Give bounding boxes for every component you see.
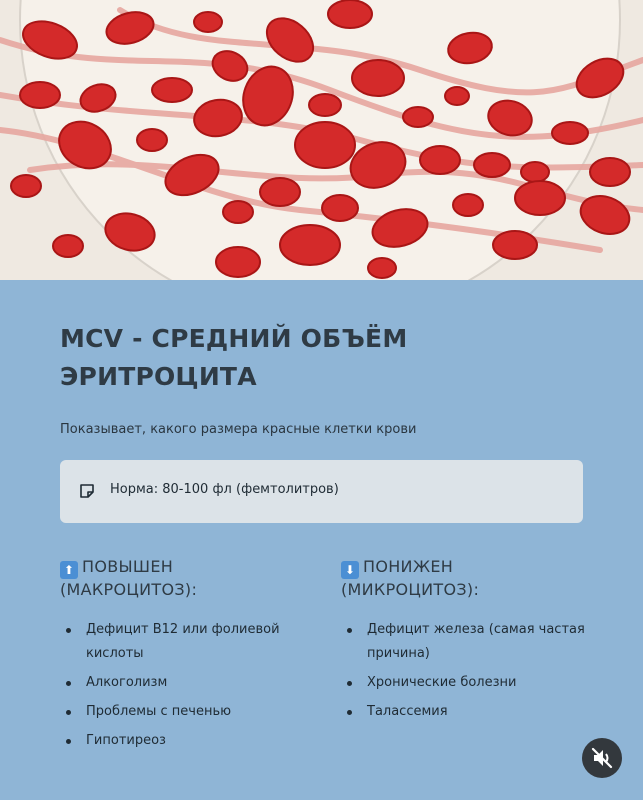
title-line-1: MCV - СРЕДНИЙ ОБЪЁМ — [60, 324, 408, 353]
decreased-section — [341, 556, 591, 719]
arrow-up-icon: ⬆ — [60, 561, 78, 579]
list-item: Хронические болезни — [341, 671, 591, 695]
arrow-down-icon: ⬇ — [341, 561, 359, 579]
list-item: Проблемы с печенью — [60, 700, 310, 724]
increased-heading-line-2: (МАКРОЦИТОЗ): — [60, 580, 198, 599]
list-item: Алкоголизм — [60, 671, 310, 695]
hero-illustration — [0, 0, 643, 280]
list-item: Дефицит железа (самая частая причина) — [341, 618, 591, 666]
info-card — [0, 280, 643, 800]
blood-cells-illustration — [0, 0, 643, 280]
decreased-list — [341, 618, 591, 729]
increased-heading-line-1: ПОВЫШЕН — [82, 557, 174, 576]
muted-speaker-icon — [582, 738, 622, 778]
subtitle: Показывает, какого размера красные клетки крови — [60, 422, 417, 437]
title-line-2: ЭРИТРОЦИТА — [60, 362, 257, 391]
page-title — [60, 320, 580, 396]
list-item: Дефицит B12 или фолиевой кислоты — [60, 618, 310, 666]
list-item: Гипотиреоз — [60, 729, 310, 753]
norm-box — [60, 460, 583, 523]
increased-section — [60, 556, 310, 748]
mute-button[interactable] — [582, 738, 622, 778]
decreased-heading-line-1: ПОНИЖЕН — [363, 557, 454, 576]
increased-list — [60, 618, 310, 758]
list-item: Талассемия — [341, 700, 591, 724]
note-icon — [79, 483, 95, 499]
increased-heading — [60, 556, 310, 601]
norm-text: Норма: 80-100 фл (фемтолитров) — [110, 482, 339, 497]
decreased-heading — [341, 556, 591, 601]
decreased-heading-line-2: (МИКРОЦИТОЗ): — [341, 580, 480, 599]
